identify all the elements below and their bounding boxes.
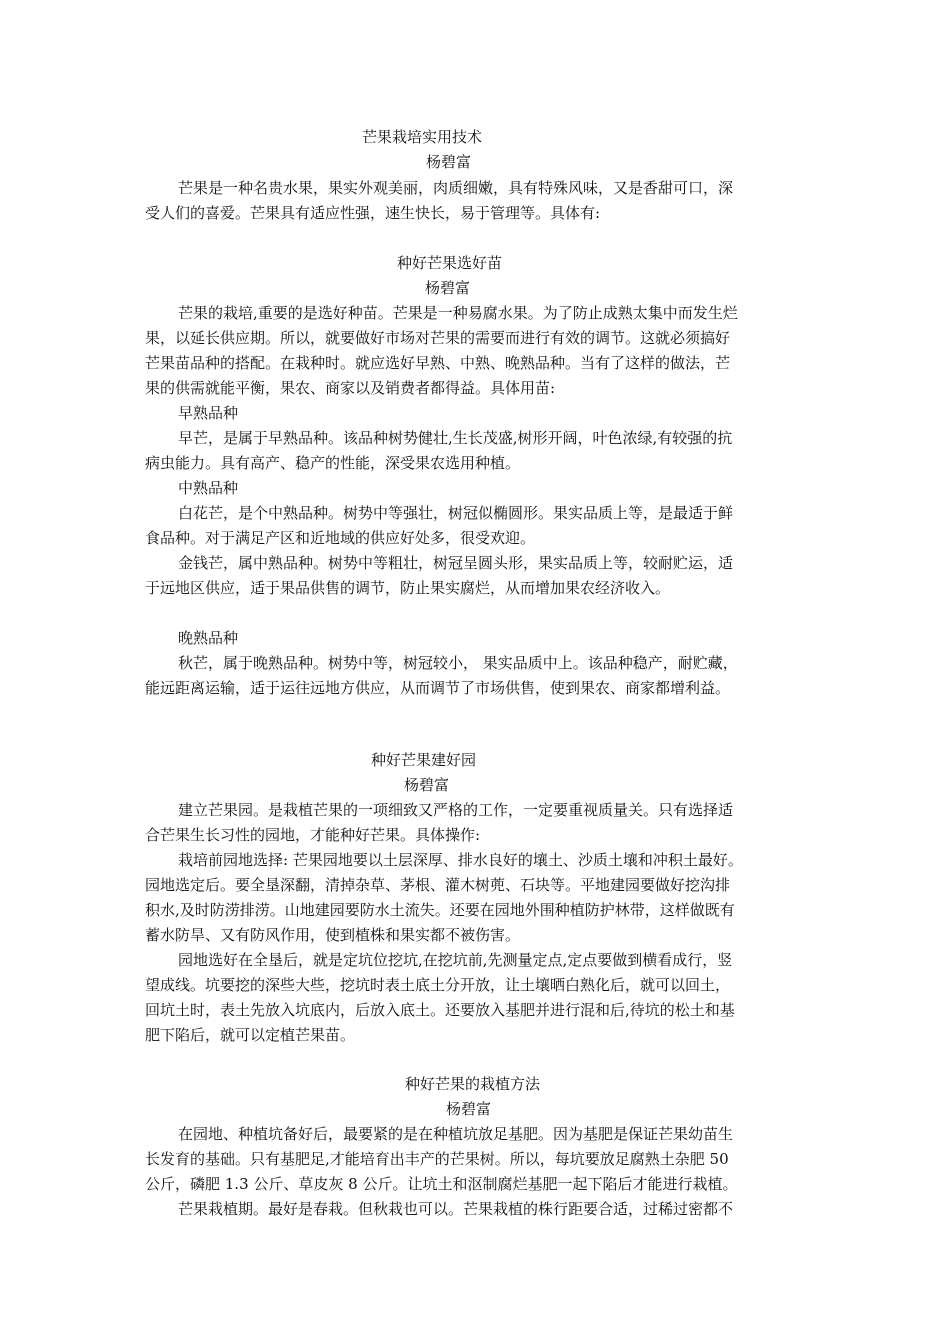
paragraph-line: 合芒果生长习性的园地，才能种好芒果。具体操作: <box>145 826 481 844</box>
paragraph-line: 蓄水防旱、又有防风作用，使到植株和果实都不被伤害。 <box>145 926 521 944</box>
paragraph-line: 栽培前园地选择: 芒果园地要以土层深厚、排水良好的壤土、沙质土壤和冲积土最好。 <box>178 851 743 869</box>
paragraph-line: 于远地区供应，适于果品供售的调节，防止果实腐烂，从而增加果农经济收入。 <box>145 579 671 597</box>
paragraph-line: 果的供需就能平衡，果农、商家以及销费者都得益。具体用苗: <box>145 379 556 397</box>
intro-line: 芒果是一种名贵水果，果实外观美丽，肉质细嫩，具有特殊风味，又是香甜可口，深 <box>178 179 734 197</box>
paragraph-line: 积水,及时防涝排涝。山地建园要防水土流失。还要在园地外围种植防护林带，这样做既有 <box>145 901 735 919</box>
paragraph-line: 望成线。坑要挖的深些大些，挖坑时表土底土分开放，让土壤晒白熟化后，就可以回土， <box>145 976 731 994</box>
section-author: 杨碧富 <box>404 776 450 794</box>
paragraph-line: 金钱芒，属中熟品种。树势中等粗壮，树冠呈圆头形，果实品质上等，较耐贮运，适 <box>178 554 734 572</box>
subheading-mid: 中熟品种 <box>178 479 239 497</box>
page-title: 芒果栽培实用技术 <box>362 128 483 146</box>
subheading-early: 早熟品种 <box>178 404 239 422</box>
paragraph-line: 能远距离运输，适于运往远地方供应，从而调节了市场供售，使到果农、商家都增利益。 <box>145 679 731 697</box>
section-title: 种好芒果选好苗 <box>397 254 503 272</box>
paragraph-line: 白花芒，是个中熟品种。树势中等强壮，树冠似椭圆形。果实品质上等，是最适于鲜 <box>178 504 734 522</box>
paragraph-line: 肥下陷后，就可以定植芒果苗。 <box>145 1026 356 1044</box>
paragraph-line: 病虫能力。具有高产、稳产的性能，深受果农选用种植。 <box>145 454 521 472</box>
paragraph-line: 公斤，磷肥 1.3 公斤、草皮灰 8 公斤。让坑土和沤制腐烂基肥一起下陷后才能进行栽植。 <box>145 1175 738 1193</box>
paragraph-line: 回坑土时，表土先放入坑底内，后放入底土。还要放入基肥并进行混和后,待坑的松土和基 <box>145 1001 735 1019</box>
section-author: 杨碧富 <box>446 1100 492 1118</box>
paragraph-line: 食品种。对于满足产区和近地域的供应好处多，很受欢迎。 <box>145 529 536 547</box>
paragraph-line: 园地选好在全垦后，就是定坑位挖坑,在挖坑前,先测量定点,定点要做到横看成行，竖 <box>178 951 733 969</box>
subheading-late: 晚熟品种 <box>178 629 239 647</box>
paragraph-line: 长发育的基础。只有基肥足,才能培育出丰产的芒果树。所以，每坑要放足腐熟土杂肥 50 <box>145 1150 729 1168</box>
author-name: 杨碧富 <box>426 153 472 171</box>
paragraph-line: 芒果的栽培,重要的是选好种苗。芒果是一种易腐水果。为了防止成熟太集中而发生烂 <box>178 304 738 322</box>
paragraph-line: 芒果栽植期。最好是春栽。但秋栽也可以。芒果栽植的株行距要合适，过稀过密都不 <box>178 1200 734 1218</box>
section-title: 种好芒果的栽植方法 <box>405 1075 541 1093</box>
paragraph-line: 园地选定后。要全垦深翻，清掉杂草、茅根、灌木树蔸、石块等。平地建园要做好挖沟排 <box>145 876 731 894</box>
section-author: 杨碧富 <box>425 279 471 297</box>
paragraph-line: 秋芒，属于晚熟品种。树势中等，树冠较小， 果实品质中上。该品种稳产，耐贮藏， <box>178 654 738 672</box>
paragraph-line: 在园地、种植坑备好后，最要紧的是在种植坑放足基肥。因为基肥是保证芒果幼苗生 <box>178 1125 734 1143</box>
paragraph-line: 早芒，是属于早熟品种。该品种树势健壮,生长茂盛,树形开阔，叶色浓绿,有较强的抗 <box>178 429 733 447</box>
paragraph-line: 建立芒果园。是栽植芒果的一项细致又严格的工作，一定要重视质量关。只有选择适 <box>178 801 734 819</box>
paragraph-line: 果，以延长供应期。所以，就要做好市场对芒果的需要而进行有效的调节。这就必须搞好 <box>145 329 731 347</box>
section-title: 种好芒果建好园 <box>371 751 477 769</box>
intro-line: 受人们的喜爱。芒果具有适应性强，速生快长，易于管理等。具体有: <box>145 204 601 222</box>
paragraph-line: 芒果苗品种的搭配。在栽种时。就应选好早熟、中熟、晚熟品种。当有了这样的做法，芒 <box>145 354 731 372</box>
